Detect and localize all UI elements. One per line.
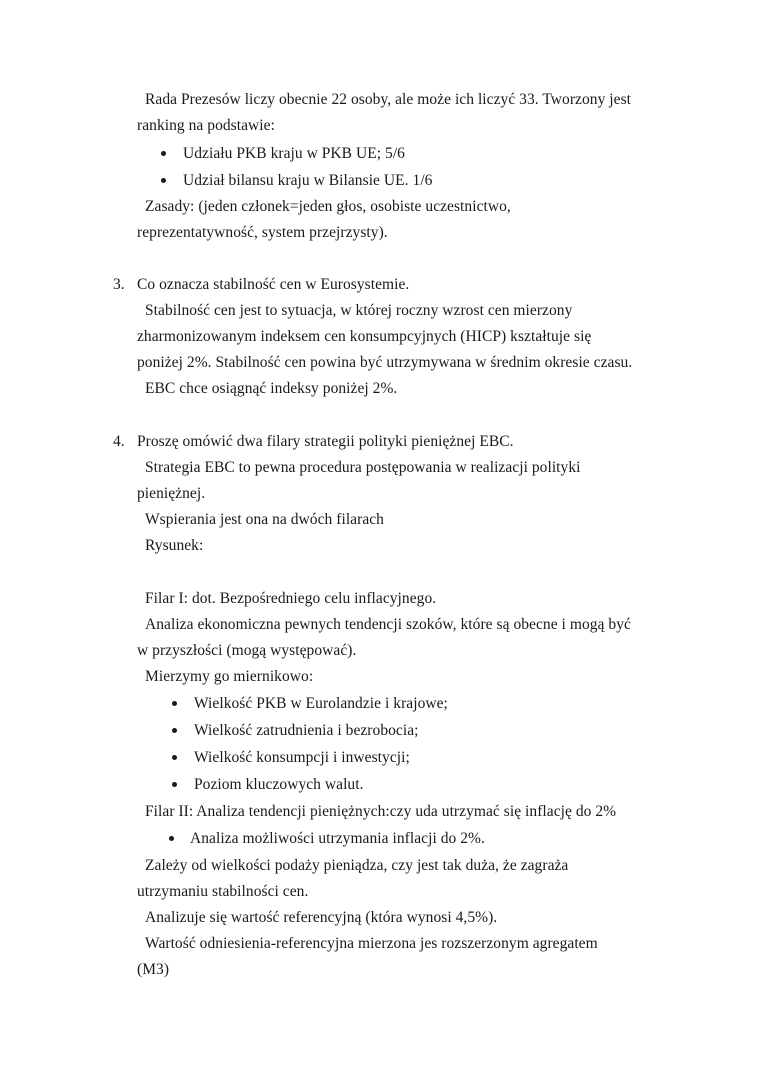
intro-bullet-2: Udział bilansu kraju w Bilansie UE. 1/6 [183,172,433,189]
measure-item-3: Wielkość konsumpcji i inwestycji; [194,749,410,766]
intro-bullet-1: Udziału PKB kraju w PKB UE; 5/6 [183,145,405,162]
reference-line: Analizuje się wartość referencyjną (która wynosi 4,5%). [145,909,498,926]
measure-item-2: Wielkość zatrudnienia i bezrobocia; [194,722,419,739]
bullet-icon [161,151,166,156]
measure-intro: Mierzymy go miernikowo: [145,668,314,685]
filar-2-heading: Filar II: Analiza tendencji pieniężnych:czy uda utrzymać się inflację do 2% [145,803,617,820]
intro-line-1: Rada Prezesów liczy obecnie 22 osoby, ale może ich liczyć 33. Tworzony jest [145,91,632,108]
question-4-line-4: Rysunek: [145,537,204,554]
question-3-line-4: EBC chce osiągnąć indeksy poniżej 2%. [145,380,398,397]
question-4-number: 4. [113,433,125,450]
question-3-line-3: poniżej 2%. Stabilność cen powina być utrzymywana w średnim okresie czasu. [137,354,633,371]
bullet-icon [172,782,177,787]
question-4-line-2: pieniężnej. [137,485,206,502]
depends-line-1: Zależy od wielkości podaży pieniądza, czy jest tak duża, że zagraża [145,857,569,874]
measure-item-4: Poziom kluczowych walut. [194,776,364,793]
question-3-line-1: Stabilność cen jest to sytuacja, w której roczny wzrost cen mierzony [145,302,573,319]
question-3-line-2: zharmonizowanym indeksem cen konsumpcyjnych (HICP) kształtuje się [137,328,592,345]
bullet-icon [169,836,174,841]
filar-2-bullet: Analiza możliwości utrzymania inflacji do 2%. [190,830,485,847]
reference-line-2b: (M3) [137,961,170,978]
reference-line-2a: Wartość odniesienia-referencyjna mierzona jes rozszerzonym agregatem [145,935,598,952]
filar-1-desc-1: Analiza ekonomiczna pewnych tendencji szoków, które są obecne i mogą być [145,616,631,633]
question-3-title: Co oznacza stabilność cen w Eurosystemie. [137,276,410,293]
question-4-line-3: Wspierania jest ona na dwóch filarach [145,511,384,528]
bullet-icon [172,701,177,706]
filar-1-heading: Filar I: dot. Bezpośredniego celu inflacyjnego. [145,590,437,607]
question-4-title: Proszę omówić dwa filary strategii polityki pieniężnej EBC. [137,433,514,450]
intro-line-3: Zasady: (jeden członek=jeden głos, osobiste uczestnictwo, [145,198,511,215]
bullet-icon [161,178,166,183]
bullet-icon [172,755,177,760]
question-4-line-1: Strategia EBC to pewna procedura postępowania w realizacji polityki [145,459,581,476]
filar-1-desc-2: w przyszłości (mogą występować). [137,642,357,659]
depends-line-2: utrzymaniu stabilności cen. [137,883,309,900]
intro-line-4: reprezentatywność, system przejrzysty). [137,224,388,241]
question-3-number: 3. [113,276,125,293]
bullet-icon [172,728,177,733]
measure-item-1: Wielkość PKB w Eurolandzie i krajowe; [194,695,448,712]
intro-line-2: ranking na podstawie: [137,117,275,134]
